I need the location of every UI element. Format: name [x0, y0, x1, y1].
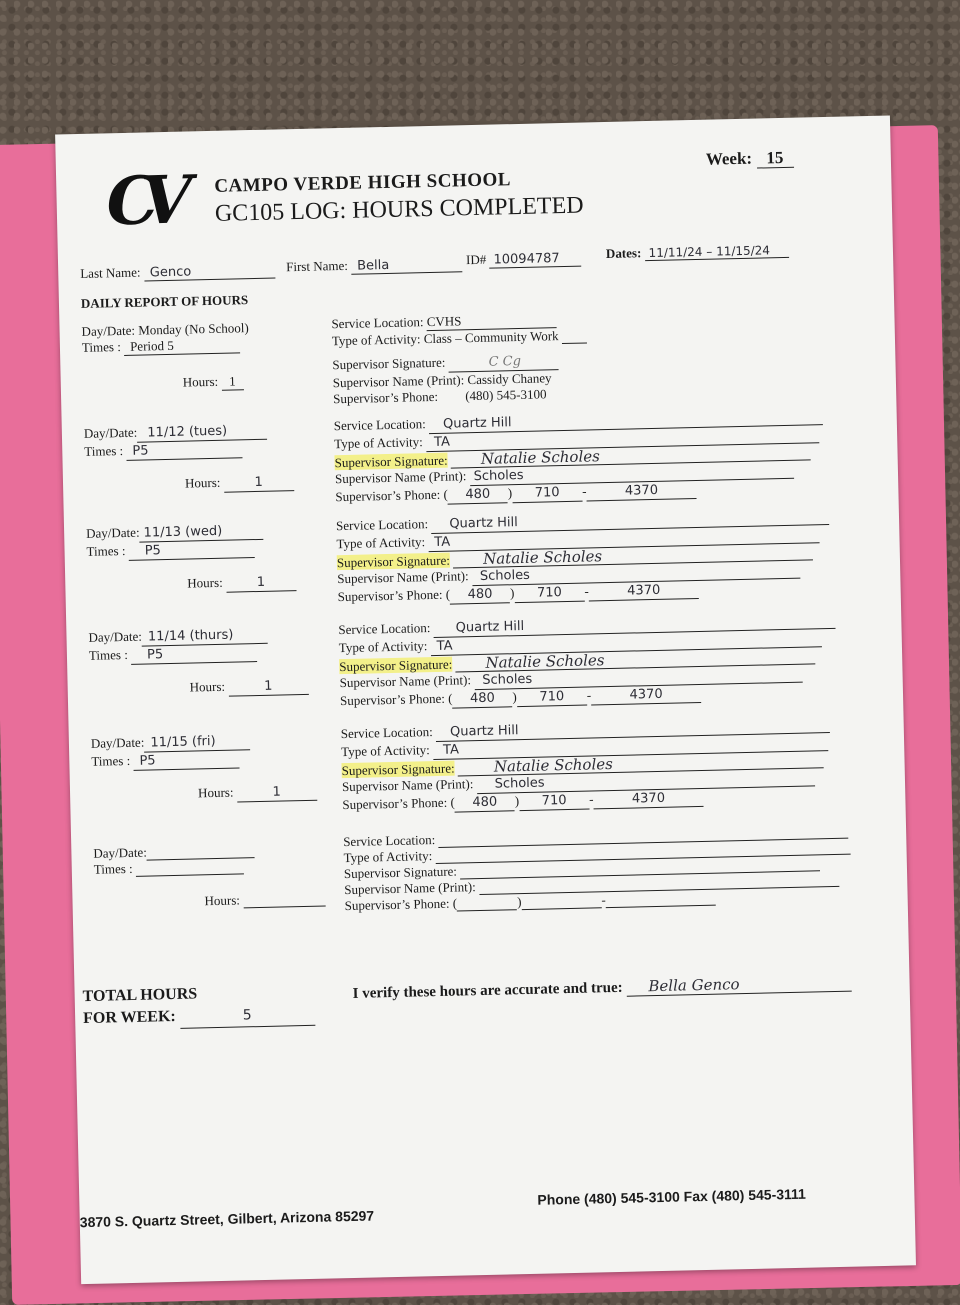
- entry-2-phone-line: 4370: [586, 482, 696, 501]
- entry-3-times: P5: [129, 541, 255, 561]
- total-hours-value: 5: [180, 1003, 315, 1029]
- week-value: 15: [756, 148, 793, 169]
- first-name-value: Bella: [351, 256, 462, 275]
- id-label: ID#: [465, 251, 487, 268]
- activity-label: Type of Activity:: [338, 638, 428, 656]
- times-label: Times :: [84, 443, 124, 459]
- total-hours-block: [82, 981, 315, 1031]
- supervisor-name-label: Supervisor Name (Print):: [337, 568, 469, 587]
- signature-label: Supervisor Signature:: [334, 452, 448, 471]
- school-logo: CV: [105, 160, 176, 241]
- verify-label: I verify these hours are accurate and true:: [352, 979, 623, 1002]
- last-name-label: Last Name:: [80, 264, 141, 281]
- activity-label: Type of Activity:: [331, 331, 421, 349]
- signature-label: Supervisor Signature:: [336, 552, 451, 571]
- times-label: Times :: [88, 646, 128, 663]
- entry-3-day: 11/13 (wed): [139, 523, 263, 543]
- entry-3-right: Service Location: Quartz Hill Type of Activity: TA Supervisor Signature: Natalie Scholes Supervisor Name (Print): Scholes Supervisor’s Phone: ( 480 ) 710 - 4370: [336, 507, 831, 607]
- last-name-field: [80, 262, 275, 283]
- hours-label: Hours:: [204, 892, 241, 909]
- times-label: Times :: [86, 542, 126, 559]
- entry-6-hours-blank[interactable]: [243, 892, 325, 909]
- entry-5-signature: Natalie Scholes: [458, 751, 824, 776]
- entry-5-hours: 1: [237, 784, 317, 803]
- activity-label: Type of Activity:: [336, 534, 426, 552]
- section-title: DAILY REPORT OF HOURS: [80, 292, 249, 311]
- entry-1-hours: 1: [221, 373, 243, 390]
- times-label: Times :: [81, 339, 122, 355]
- entry-2-hours: 1: [224, 474, 294, 493]
- entry-4-phone-line: 4370: [591, 686, 701, 705]
- entry-5-left: [91, 731, 317, 806]
- entry-5-phone-line: 4370: [593, 790, 703, 809]
- entry-4-name: Scholes: [474, 666, 802, 690]
- entry-4-right: Service Location: Quartz Hill Type of Activity: TA Supervisor Signature: Natalie Scholes Supervisor Name (Print): Scholes Supervisor’s Phone: ( 480 ) 710 - 4370: [338, 611, 837, 711]
- week-field: [706, 148, 794, 170]
- hours-label: Hours:: [187, 574, 223, 591]
- times-label: Times :: [93, 860, 133, 877]
- supervisor-name-label: Supervisor Name (Print):: [339, 672, 472, 691]
- day-date-label: Day/Date:: [90, 734, 145, 751]
- service-location-label: Service Location:: [333, 416, 426, 434]
- service-location-label: Service Location:: [335, 516, 429, 534]
- form-title: GC105 LOG: HOURS COMPLETED: [214, 192, 584, 227]
- entry-2-location: Quartz Hill: [429, 408, 823, 434]
- hours-label: Hours:: [182, 373, 219, 390]
- signature-label: Supervisor Signature:: [343, 863, 458, 882]
- signature-label: Supervisor Signature:: [339, 656, 453, 675]
- week-label: Week:: [705, 148, 753, 169]
- supervisor-phone-label: Supervisor’s Phone:: [342, 794, 448, 813]
- dates-value: 11/11/24 – 11/15/24: [644, 243, 788, 261]
- times-label: Times :: [91, 752, 131, 769]
- entry-4-times: P5: [131, 645, 257, 665]
- day-date-label: Day/Date:: [93, 844, 148, 861]
- supervisor-name-label: Supervisor Name (Print):: [332, 372, 465, 391]
- entry-5-activity: TA: [433, 734, 828, 760]
- entry-6-left: [93, 841, 325, 912]
- entry-1-right: [331, 310, 588, 407]
- id-value: 10094787: [489, 251, 581, 269]
- entry-6-right: Service Location: Type of Activity: Supervisor Signature: Supervisor Name (Print): Supervisor’s Phone: ( ) -: [343, 823, 852, 914]
- entry-3-hours: 1: [226, 574, 296, 593]
- day-date-label: Day/Date:: [83, 424, 138, 441]
- total-label-line1: TOTAL HOURS: [82, 985, 198, 1006]
- id-field: [466, 250, 582, 270]
- dates-label: Dates:: [605, 245, 642, 262]
- entry-6-phone-line-blank[interactable]: [606, 891, 716, 908]
- entry-4-phone-area: 480: [452, 690, 512, 708]
- entry-6-phone-prefix-blank[interactable]: [521, 893, 601, 910]
- entry-3-signature: Natalie Scholes: [453, 543, 813, 568]
- service-location-label: Service Location:: [338, 620, 431, 638]
- activity-label: Type of Activity:: [341, 742, 430, 760]
- entry-1-location: CVHS: [427, 311, 557, 331]
- entry-4-signature: Natalie Scholes: [455, 647, 815, 672]
- supervisor-phone-label: Supervisor’s Phone:: [333, 388, 439, 407]
- supervisor-phone-label: Supervisor’s Phone:: [344, 895, 450, 914]
- service-location-label: Service Location:: [340, 724, 433, 742]
- entry-2-right: Service Location: Quartz Hill Type of Activity: TA Supervisor Signature: Natalie Scholes Supervisor Name (Print): Scholes Supervisor’s Phone: ( 480 ) 710 - 4370: [334, 407, 825, 507]
- entry-2-day: 11/12 (tues): [137, 423, 267, 443]
- entry-4-day: 11/14 (thurs): [142, 627, 268, 647]
- entry-4-location: Quartz Hill: [434, 612, 836, 638]
- entry-2-signature: Natalie Scholes: [451, 443, 811, 468]
- entry-5-day: 11/15 (fri): [144, 733, 250, 752]
- entry-3-left: [86, 521, 296, 596]
- first-name-field: [286, 255, 462, 276]
- entry-2-phone-area: 480: [448, 486, 508, 504]
- entry-1-name: Cassidy Chaney: [467, 370, 552, 388]
- entry-5-right: Service Location: Quartz Hill Type of Activity: TA Supervisor Signature: Natalie Scholes Supervisor Name (Print): Scholes Supervisor’s Phone: ( 480 ) 710 - 4370: [341, 715, 832, 815]
- school-name: CAMPO VERDE HIGH SCHOOL: [214, 169, 512, 197]
- signature-label: Supervisor Signature:: [341, 760, 455, 779]
- total-label-line2: FOR WEEK:: [82, 1007, 176, 1028]
- entry-1-times: Period 5: [124, 336, 240, 356]
- activity-label: Type of Activity:: [343, 848, 433, 866]
- entry-3-phone-area: 480: [450, 586, 510, 604]
- service-location-label: Service Location:: [331, 314, 424, 332]
- first-name-label: First Name:: [285, 257, 349, 275]
- entry-3-activity: TA: [428, 526, 819, 552]
- day-date-label: Day/Date:: [81, 322, 136, 339]
- supervisor-name-label: Supervisor Name (Print):: [341, 776, 474, 795]
- entry-5-phone-prefix: 710: [519, 793, 589, 812]
- entry-2-phone-prefix: 710: [512, 485, 582, 504]
- hours-label: Hours:: [189, 678, 226, 695]
- supervisor-phone-label: Supervisor’s Phone:: [335, 486, 441, 505]
- hours-log-form: [55, 116, 916, 1285]
- hours-label: Hours:: [184, 474, 221, 491]
- entry-5-times: P5: [133, 751, 239, 770]
- entry-2-left: [84, 421, 294, 496]
- entry-3-name: Scholes: [472, 562, 800, 586]
- entry-1-signature: C Cg: [448, 353, 558, 372]
- entry-1-activity: Class – Community Work: [423, 328, 559, 347]
- entry-6-times-blank[interactable]: [136, 859, 244, 876]
- day-date-label: Day/Date:: [88, 628, 143, 645]
- service-location-label: Service Location:: [343, 832, 436, 850]
- supervisor-name-label: Supervisor Name (Print):: [334, 468, 467, 487]
- entry-5-name: Scholes: [476, 769, 814, 794]
- day-date-label: Day/Date:: [85, 524, 140, 541]
- entry-4-left: [88, 625, 308, 700]
- supervisor-name-label: Supervisor Name (Print):: [344, 879, 476, 898]
- last-name-value: Genco: [144, 263, 275, 282]
- supervisor-phone-label: Supervisor’s Phone:: [337, 586, 443, 605]
- entry-4-phone-prefix: 710: [517, 689, 587, 708]
- entry-6-phone-area-blank[interactable]: [457, 895, 517, 911]
- entry-5-location: Quartz Hill: [436, 716, 830, 742]
- entry-4-activity: TA: [431, 630, 822, 656]
- hours-label: Hours:: [197, 784, 234, 801]
- footer-phone: Phone (480) 545-3100 Fax (480) 545-3111: [537, 1185, 807, 1208]
- signature-label: Supervisor Signature:: [332, 354, 446, 373]
- entry-5-phone-area: 480: [455, 794, 515, 812]
- footer-address: 3870 S. Quartz Street, Gilbert, Arizona 85297: [79, 1207, 375, 1231]
- entry-1-day: Monday (No School): [138, 320, 249, 338]
- entry-3-location: Quartz Hill: [431, 508, 829, 534]
- activity-label: Type of Activity:: [334, 434, 423, 452]
- entry-2-name: Scholes: [469, 462, 793, 486]
- entry-3-phone-line: 4370: [589, 582, 699, 601]
- entry-1-left: [81, 320, 250, 394]
- entry-1-phone: (480) 545-3100: [465, 386, 547, 404]
- entry-3-phone-prefix: 710: [514, 585, 584, 604]
- verify-block: [352, 973, 851, 1003]
- supervisor-phone-label: Supervisor’s Phone:: [339, 690, 446, 709]
- dates-field: [606, 242, 789, 262]
- entry-2-times: P5: [126, 441, 242, 461]
- entry-4-hours: 1: [228, 678, 308, 697]
- verify-signature: Bella Genco: [626, 973, 851, 997]
- entry-2-activity: TA: [426, 426, 819, 452]
